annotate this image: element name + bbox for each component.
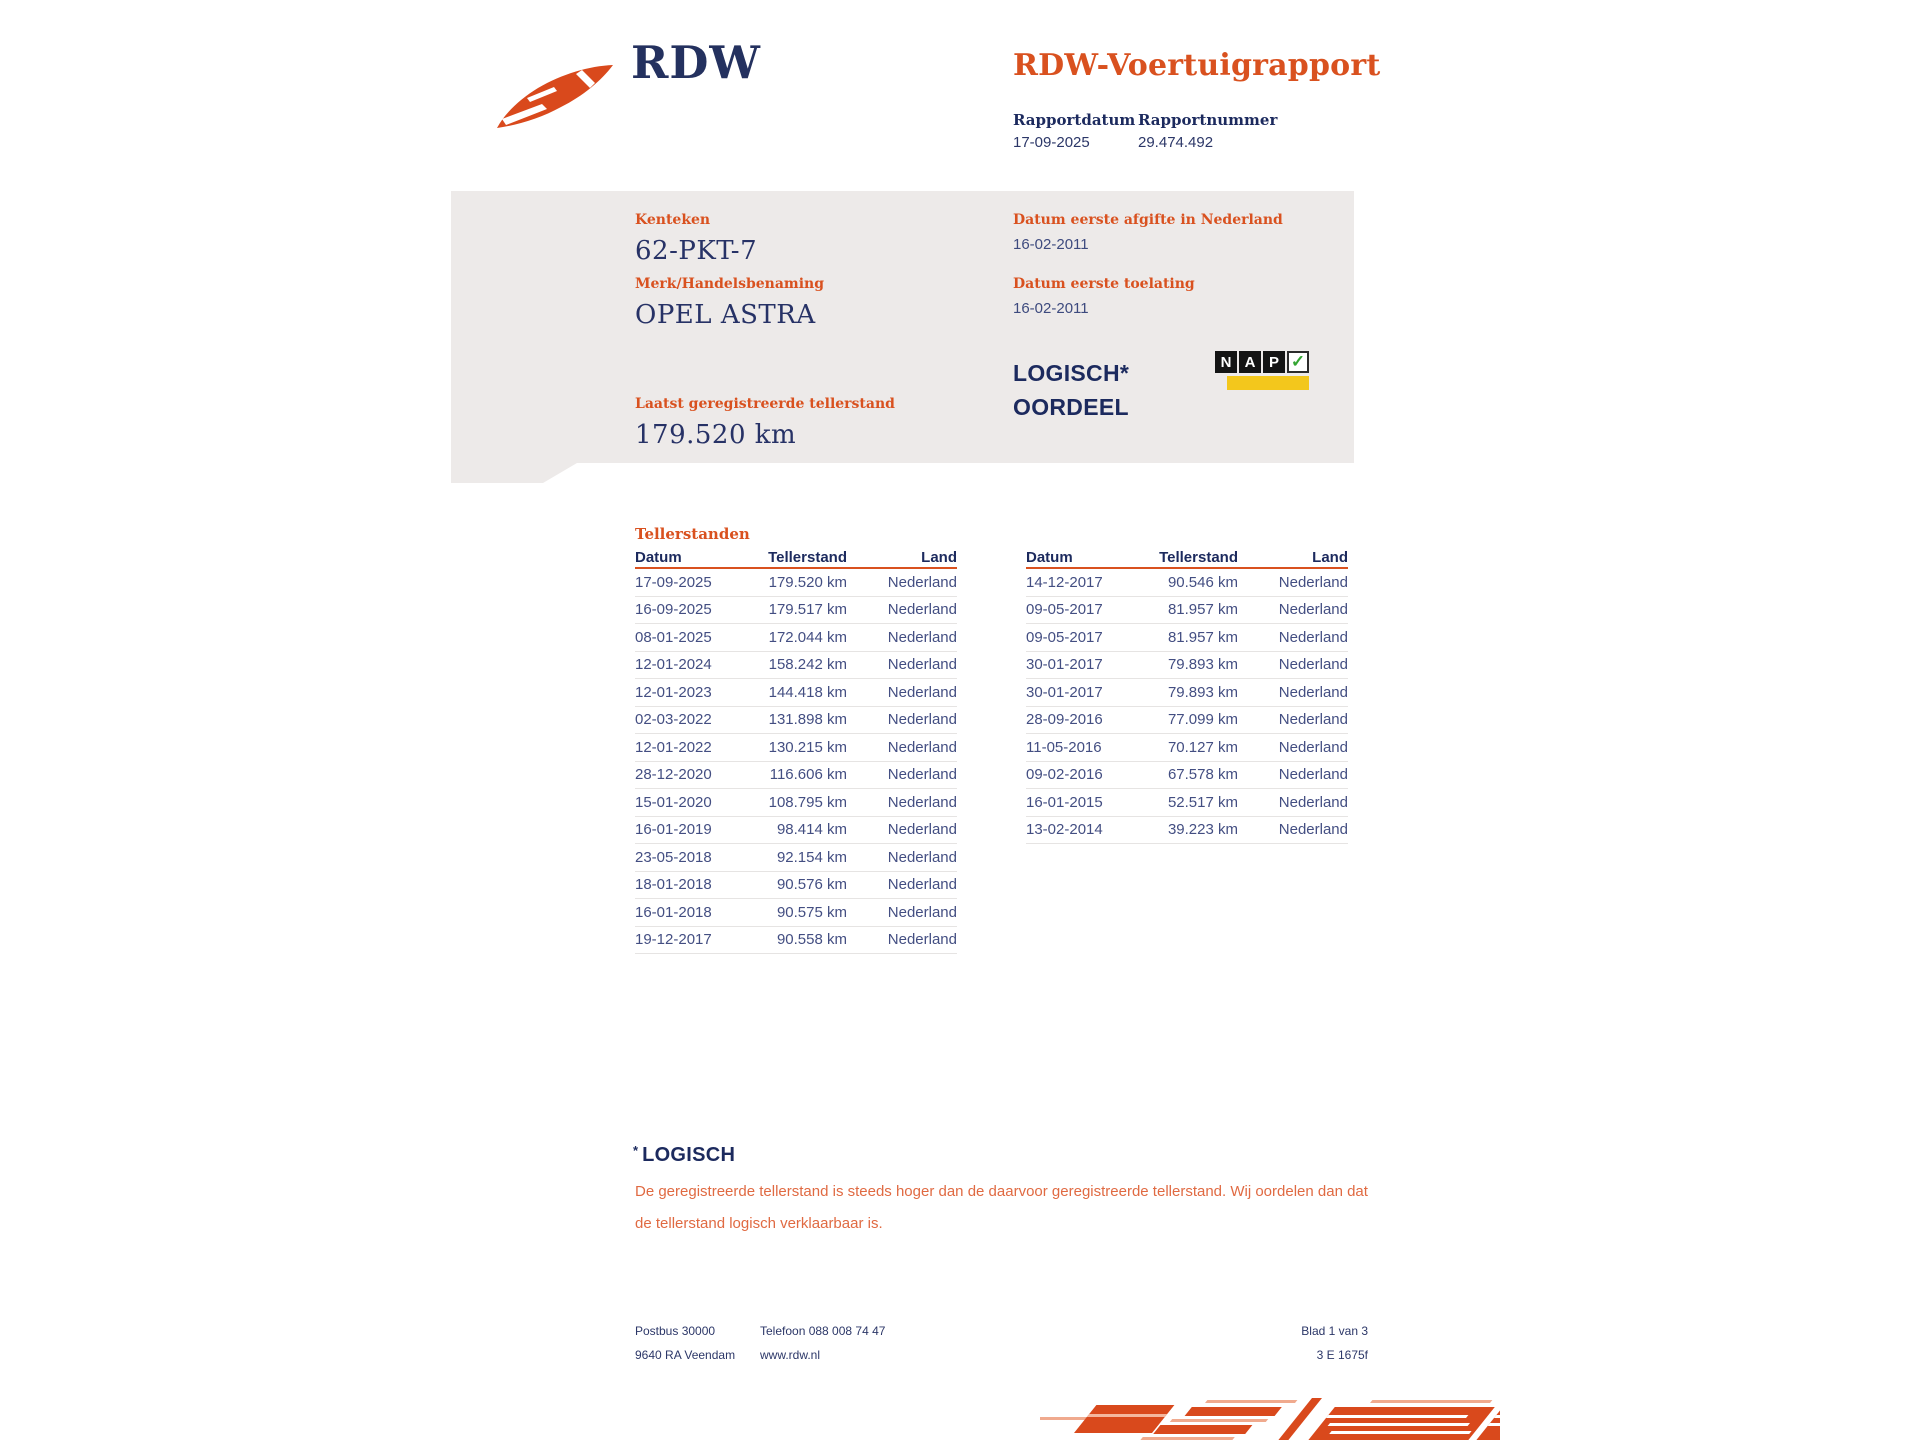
table-cell: 98.414 km — [776, 821, 847, 839]
table-body — [635, 569, 957, 954]
table-cell: 172.044 km — [768, 628, 847, 646]
table-cell: Nederland — [887, 628, 957, 646]
table-cell: Nederland — [1278, 821, 1348, 839]
table-row — [635, 872, 957, 900]
afgifte-value: 16-02-2011 — [1013, 236, 1089, 253]
table-row — [1026, 652, 1348, 680]
rdw-wordmark: RDW — [631, 36, 761, 89]
table-cell: 70.127 km — [1167, 738, 1238, 756]
table-row — [1026, 817, 1348, 845]
merk-label: Merk/Handelsbenaming — [635, 276, 825, 292]
table-cell: 131.898 km — [768, 711, 847, 729]
tellerstand-table-left — [635, 549, 957, 954]
table-cell: Nederland — [887, 711, 957, 729]
table-cell: 90.576 km — [776, 876, 847, 894]
table-cell: Nederland — [887, 573, 957, 591]
table-cell: 09-02-2016 — [1026, 766, 1103, 784]
table-cell: Nederland — [1278, 766, 1348, 784]
table-cell: Nederland — [887, 656, 957, 674]
table-row — [635, 679, 957, 707]
table-cell: 18-01-2018 — [635, 876, 712, 894]
nap-letter-p: P — [1263, 351, 1285, 373]
table-cell: 16-01-2015 — [1026, 793, 1103, 811]
table-cell: 77.099 km — [1167, 711, 1238, 729]
table-cell: Nederland — [1278, 656, 1348, 674]
table-cell: 67.578 km — [1167, 766, 1238, 784]
table-cell: 81.957 km — [1167, 628, 1238, 646]
table-cell: Nederland — [887, 738, 957, 756]
table-cell: 81.957 km — [1167, 601, 1238, 619]
table-cell: 90.546 km — [1167, 573, 1238, 591]
table-row — [635, 624, 957, 652]
table-cell: 12-01-2023 — [635, 683, 712, 701]
table-cell: Nederland — [887, 683, 957, 701]
table-row — [635, 844, 957, 872]
table-row — [1026, 734, 1348, 762]
table-cell: Nederland — [1278, 711, 1348, 729]
table-cell: Nederland — [887, 821, 957, 839]
table-cell: 116.606 km — [769, 766, 847, 784]
table-body — [1026, 569, 1348, 844]
table-cell: 09-05-2017 — [1026, 601, 1103, 619]
table-row — [1026, 762, 1348, 790]
table-cell: 28-09-2016 — [1026, 711, 1103, 729]
table-row — [635, 597, 957, 625]
table-header-row — [635, 549, 957, 569]
table-cell: 79.893 km — [1167, 683, 1238, 701]
table-cell: 30-01-2017 — [1026, 683, 1103, 701]
table-cell: 12-01-2024 — [635, 656, 712, 674]
column-header-land: Land — [921, 549, 957, 566]
table-cell: 16-09-2025 — [635, 601, 712, 619]
nap-yellow-bar — [1227, 376, 1309, 390]
merk-value: OPEL ASTRA — [635, 300, 816, 330]
vehicle-summary-box — [451, 191, 1354, 483]
table-cell: 16-01-2019 — [635, 821, 712, 839]
rdw-flag-decoration-icon — [1040, 1398, 1500, 1440]
column-header-datum: Datum — [635, 549, 682, 566]
footer-doc-code: 3 E 1675f — [1316, 1348, 1368, 1362]
table-cell: 08-01-2025 — [635, 628, 712, 646]
table-cell: 90.575 km — [776, 903, 847, 921]
toelating-value: 16-02-2011 — [1013, 300, 1089, 317]
rdw-feather-logo-icon — [494, 62, 616, 132]
table-row — [1026, 597, 1348, 625]
oordeel-line2: OORDEEL — [1013, 394, 1129, 420]
footer-website: www.rdw.nl — [760, 1348, 821, 1362]
table-cell: 16-01-2018 — [635, 903, 712, 921]
table-header-row — [1026, 549, 1348, 569]
table-cell: Nederland — [887, 848, 957, 866]
table-cell: 13-02-2014 — [1026, 821, 1103, 839]
table-cell: 158.242 km — [768, 656, 847, 674]
footnote-title: LOGISCH — [642, 1144, 736, 1166]
table-cell: Nederland — [1278, 738, 1348, 756]
table-row — [635, 652, 957, 680]
table-row — [1026, 679, 1348, 707]
table-cell: Nederland — [887, 876, 957, 894]
table-row — [635, 817, 957, 845]
table-cell: 12-01-2022 — [635, 738, 712, 756]
table-cell: 30-01-2017 — [1026, 656, 1103, 674]
footnote-text: De geregistreerde tellerstand is steeds hoger dan de daarvoor geregistreerde tellerstand. Wij oordelen dan dat de tellerstand logisch verklaarbaar is. — [635, 1183, 1368, 1232]
table-cell: Nederland — [1278, 601, 1348, 619]
kenteken-label: Kenteken — [635, 212, 711, 228]
table-cell: 39.223 km — [1167, 821, 1238, 839]
table-cell: 179.517 km — [768, 601, 847, 619]
column-header-tellerstand: Tellerstand — [1159, 549, 1238, 566]
table-row — [635, 734, 957, 762]
tellerstand-label: Laatst geregistreerde tellerstand — [635, 396, 895, 412]
table-cell: 108.795 km — [768, 793, 847, 811]
nap-letter-a: A — [1239, 351, 1261, 373]
table-cell: Nederland — [1278, 628, 1348, 646]
afgifte-label: Datum eerste afgifte in Nederland — [1013, 212, 1283, 228]
footer-phone: Telefoon 088 008 74 47 — [760, 1324, 886, 1338]
report-number-value: 29.474.492 — [1138, 134, 1214, 151]
table-cell: 179.520 km — [768, 573, 847, 591]
table-cell: 02-03-2022 — [635, 711, 712, 729]
table-row — [635, 899, 957, 927]
table-row — [1026, 624, 1348, 652]
table-cell: 19-12-2017 — [635, 931, 712, 949]
table-row — [1026, 789, 1348, 817]
nap-check-icon: ✓ — [1287, 351, 1309, 373]
table-cell: Nederland — [887, 793, 957, 811]
table-row — [635, 927, 957, 955]
tellerstand-table-right — [1026, 549, 1348, 844]
nap-letter-n: N — [1215, 351, 1237, 373]
table-cell: 144.418 km — [768, 683, 847, 701]
table-cell: 11-05-2016 — [1026, 738, 1102, 756]
table-cell: 09-05-2017 — [1026, 628, 1103, 646]
table-row — [635, 707, 957, 735]
column-header-datum: Datum — [1026, 549, 1073, 566]
nap-logo-icon — [1215, 351, 1311, 391]
table-cell: Nederland — [1278, 573, 1348, 591]
kenteken-value: 62-PKT-7 — [635, 236, 758, 266]
column-header-land: Land — [1312, 549, 1348, 566]
table-cell: Nederland — [1278, 793, 1348, 811]
table-cell: 15-01-2020 — [635, 793, 712, 811]
table-cell: Nederland — [1278, 683, 1348, 701]
table-cell: Nederland — [887, 766, 957, 784]
table-cell: 17-09-2025 — [635, 573, 712, 591]
table-cell: Nederland — [887, 931, 957, 949]
table-cell: 130.215 km — [768, 738, 847, 756]
table-row — [635, 569, 957, 597]
table-cell: 28-12-2020 — [635, 766, 712, 784]
table-cell: Nederland — [887, 903, 957, 921]
footer-page-number: Blad 1 van 3 — [1301, 1324, 1368, 1338]
page-title: RDW-Voertuigrapport — [1013, 48, 1381, 83]
table-row — [1026, 569, 1348, 597]
table-cell: 79.893 km — [1167, 656, 1238, 674]
table-cell: 23-05-2018 — [635, 848, 712, 866]
table-row — [635, 789, 957, 817]
table-row — [635, 762, 957, 790]
table-cell: 52.517 km — [1167, 793, 1238, 811]
footnote-asterisk: * — [633, 1143, 639, 1158]
footer-address-line2: 9640 RA Veendam — [635, 1348, 736, 1362]
report-number-label: Rapportnummer — [1138, 111, 1278, 129]
oordeel-text — [1013, 356, 1129, 424]
report-date-value: 17-09-2025 — [1013, 134, 1090, 151]
footer-address-line1: Postbus 30000 — [635, 1324, 716, 1338]
table-cell: 14-12-2017 — [1026, 573, 1103, 591]
table-cell: Nederland — [887, 601, 957, 619]
table-cell: 92.154 km — [776, 848, 847, 866]
toelating-label: Datum eerste toelating — [1013, 276, 1195, 292]
oordeel-line1: LOGISCH* — [1013, 360, 1130, 386]
tellerstand-value: 179.520 km — [635, 420, 797, 450]
column-header-tellerstand: Tellerstand — [768, 549, 847, 566]
tellerstanden-section-title: Tellerstanden — [635, 525, 750, 543]
report-date-label: Rapportdatum — [1013, 111, 1136, 129]
table-cell: 90.558 km — [776, 931, 847, 949]
table-row — [1026, 707, 1348, 735]
footnote-heading — [633, 1143, 735, 1167]
